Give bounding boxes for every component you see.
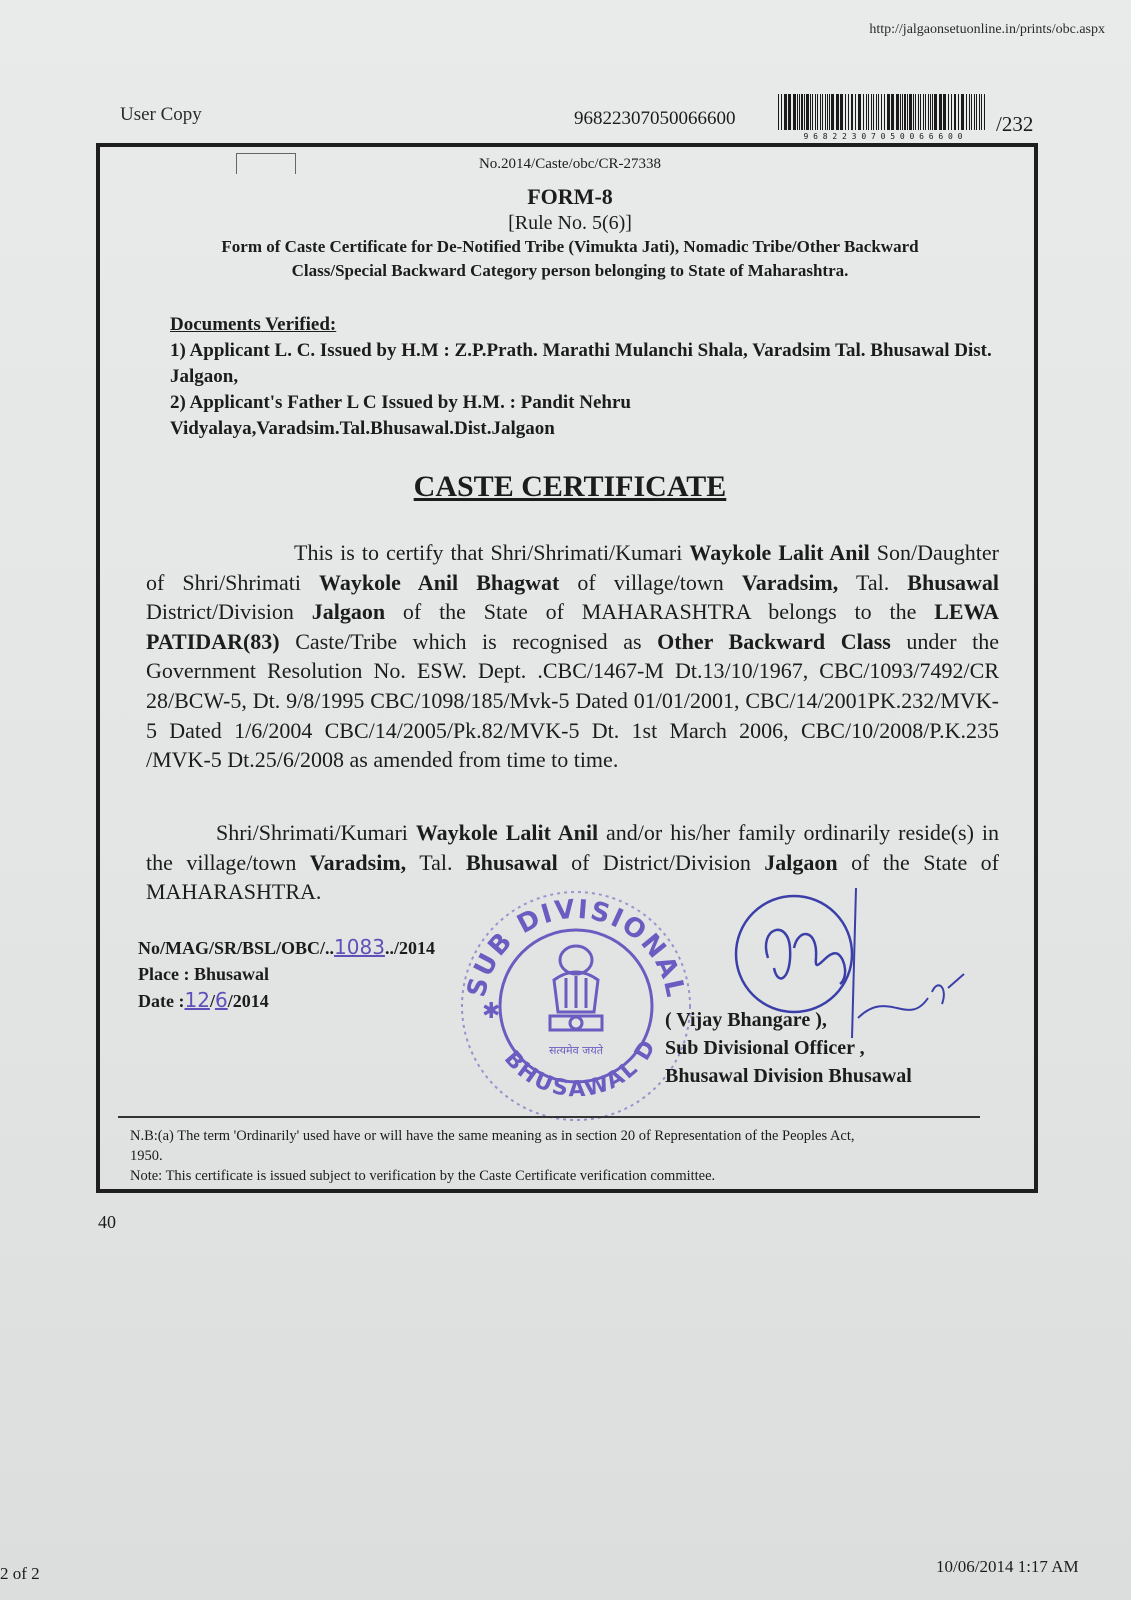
barcode-bar [817,94,818,130]
barcode-bar [788,94,791,130]
outward-suffix: ../2014 [384,938,435,958]
form-description-line1: Form of Caste Certificate for De-Notified Tribe (Vimukta Jati), Nomadic Tribe/Other Backward [221,237,919,256]
barcode-bar [858,94,861,130]
barcode-bar [851,94,853,130]
p1-text: of village/town [559,569,742,595]
outward-details [138,934,435,1014]
outward-prefix: No/MAG/SR/BSL/OBC/.. [138,938,335,958]
documents-verified [170,312,1010,442]
documents-heading: Documents Verified: [170,314,337,335]
barcode-bar [845,94,846,130]
barcode-bar [871,94,872,130]
barcode-bar [781,94,782,130]
caste-name: LEWA PATIDAR(83) [146,599,999,654]
svg-text:✱: ✱ [482,999,501,1024]
reference-number: No.2014/Caste/obc/CR-27338 [478,156,662,172]
svg-text:SUB DIVISIONAL OFFICER: SUB DIVISIONAL [461,894,691,1002]
page-number: 40 [98,1212,116,1232]
document-item-2: 2) Applicant's Father L C Issued by H.M. : Pandit Nehru [170,392,631,413]
applicant-name: Waykole Lalit Anil [415,820,599,845]
form-description-line2: Class/Special Backward Category person belonging to State of Maharashtra. [291,261,849,280]
form-title: FORM-8 [527,184,613,209]
barcode-bar [810,94,811,130]
barcode-bar [984,94,985,130]
barcode-bar [915,94,916,130]
p1-text: This is to certify that Shri/Shrimati/Kumari [294,540,690,565]
barcode-bar [930,94,931,130]
date-prefix: Date : [138,991,185,1011]
p2-text: Tal. [406,849,466,875]
barcode-bar [804,94,805,130]
barcode-bar [815,94,816,130]
certification-paragraph [146,538,999,775]
barcode-bar [829,94,830,130]
barcode-bar [863,94,864,130]
official-seal [454,880,698,1124]
barcode-bar [825,94,826,130]
barcode-bar [896,94,899,130]
page-suffix: /232 [996,112,1034,136]
barcode-bar [878,94,879,130]
barcode-bar [900,94,901,130]
p2-text: of District/Division [557,849,765,875]
barcode [776,94,990,140]
village-name: Varadsim, [741,569,839,595]
barcode-bar [961,94,964,130]
certificate-title: CASTE CERTIFICATE [413,470,727,503]
place: Place : Bhusawal [138,964,270,984]
rule-number: [Rule No. 5(6)] [508,212,632,234]
barcode-bar [909,94,912,130]
barcode-bar [848,94,849,130]
svg-text:सत्यमेव जयते: सत्यमेव जयते [548,1044,604,1057]
district-name: Jalgaon [764,849,838,875]
verification-note: Note: This certificate is issued subject to verification by the Caste Certificate verification committee. [130,1168,716,1184]
barcode-bar [902,94,903,130]
applicant-name: Waykole Lalit Anil [689,540,870,565]
p1-text: Son/Daughter of Shri/Shrimati [146,540,1000,595]
barcode-bar [820,94,821,130]
barcode-bar [836,94,839,130]
print-timestamp: 10/06/2014 1:17 AM [936,1557,1079,1576]
barcode-bar [943,94,946,130]
barcode-bar [891,94,894,130]
nb-line2: 1950. [130,1148,163,1164]
taluka-name: Bhusawal [465,849,558,875]
barcode-bar [904,94,906,130]
document-item-2-cont: Vidyalaya,Varadsim.Tal.Bhusawal.Dist.Jalgaon [170,418,555,439]
barcode-bar [793,94,796,130]
barcode-bar [932,94,933,130]
p1-text: Tal. [838,569,908,595]
barcode-bar [939,94,942,130]
barcode-bar [958,94,959,130]
barcode-bar [979,94,980,130]
barcode-bar [840,94,843,130]
barcode-bar [784,94,787,130]
source-url: http://jalgaonsetuonline.in/prints/obc.aspx [869,22,1105,37]
barcode-bar [920,94,921,130]
date-month-handwritten: 6 [214,988,228,1012]
date-day-handwritten: 12 [184,988,210,1012]
barcode-number: 96822307050066600 [574,108,736,129]
p1-text: District/Division [146,599,312,625]
barcode-bar [913,94,914,130]
barcode-bar [976,94,977,130]
barcode-bar [799,94,800,130]
p2-text: Shri/Shrimati/Kumari [216,820,416,845]
barcode-bar [928,94,929,130]
document-item-1: 1) Applicant L. C. Issued by H.M : Z.P.Prath. Marathi Mulanchi Shala, Varadsim Tal. Bhusawal Dist. Jalgaon, [170,340,992,387]
barcode-bar [918,94,919,130]
outward-handwritten: 1083 [334,935,385,959]
barcode-bar [801,94,803,130]
user-copy-label: User Copy [120,104,202,125]
p1-text: of the State of MAHARASHTRA belongs to the [385,599,935,625]
barcode-bar [923,94,924,130]
p1-text: under the Government Resolution No. ESW. Dept. .CBC/1467-M Dt.13/10/1967, CBC/1093/7492/CR 28/BCW-5, Dt. 9/8/1995 CBC/1098/185/Mvk-5 Dated 01/01/2001, CBC/14/2001PK.232/MVK-5 Dated 1/6/2004 CBC/14/2005/Pk.82/MVK-5 Dt. 1st March 2006, CBC/10/2008/P.K.235 /MVK-5 Dt.25/6/2008 as amended from time to time. [146,628,999,773]
p1-text: Caste/Tribe which is recognised as [279,628,658,654]
barcode-bar [812,94,813,130]
barcode-bar [974,94,975,130]
barcode-bar [884,94,885,130]
barcode-bar [806,94,809,130]
outward-number [138,934,435,961]
barcode-bar [934,94,937,130]
signatory-designation: Sub Divisional Officer , [665,1037,865,1059]
barcode-bar [981,94,982,130]
svg-text:BHUSAWAL DIVISION: BHUSAWAL D [499,1034,662,1103]
barcode-bar [827,94,828,130]
barcode-bar [868,94,869,130]
barcode-bar [887,94,890,130]
barcode-bar [876,94,877,130]
barcode-digits: 9 6 8 2 2 3 0 7 0 5 0 0 6 6 6 0 0 [803,132,963,140]
barcode-bar [969,94,970,130]
barcode-bar [778,94,779,130]
barcode-bar [954,94,956,130]
taluka-name: Bhusawal [907,569,1000,595]
p2-text: and/or his/her family ordinarily reside(s) in the village/town [146,820,999,875]
barcode-bar [971,94,972,130]
barcode-bar [855,94,856,130]
form-description [120,235,1020,283]
barcode-bar [925,94,926,130]
district-name: Jalgaon [311,599,386,625]
page-of-pages: 2 of 2 [0,1564,40,1583]
category-name: Other Backward Class [657,628,891,654]
barcode-bar [966,94,967,130]
barcode-bar [948,94,949,130]
barcode-bar [881,94,882,130]
signatory-name: ( Vijay Bhangare ), [665,1009,827,1031]
barcode-bar [822,94,823,130]
barcode-bar [951,94,952,130]
divider [118,1116,980,1118]
barcode-bar [907,94,908,130]
signatory-block [665,1006,912,1090]
signatory-office: Bhusawal Division Bhusawal [665,1065,912,1087]
village-name: Varadsim, [309,849,407,875]
issue-date: Date :12/6/2014 [138,988,269,1012]
nb-line1: N.B:(a) The term 'Ordinarily' used have or will have the same meaning as in section 20 of Representation of the Peoples Act, [130,1128,855,1144]
father-name: Waykole Anil Bhagwat [319,569,560,595]
p2-text: of the State of MAHARASHTRA. [146,849,999,905]
footnotes [130,1126,1010,1186]
barcode-bar [866,94,867,130]
barcode-bar [797,94,798,130]
date-year: /2014 [227,991,269,1011]
barcode-bar [873,94,874,130]
barcode-bar [831,94,834,130]
